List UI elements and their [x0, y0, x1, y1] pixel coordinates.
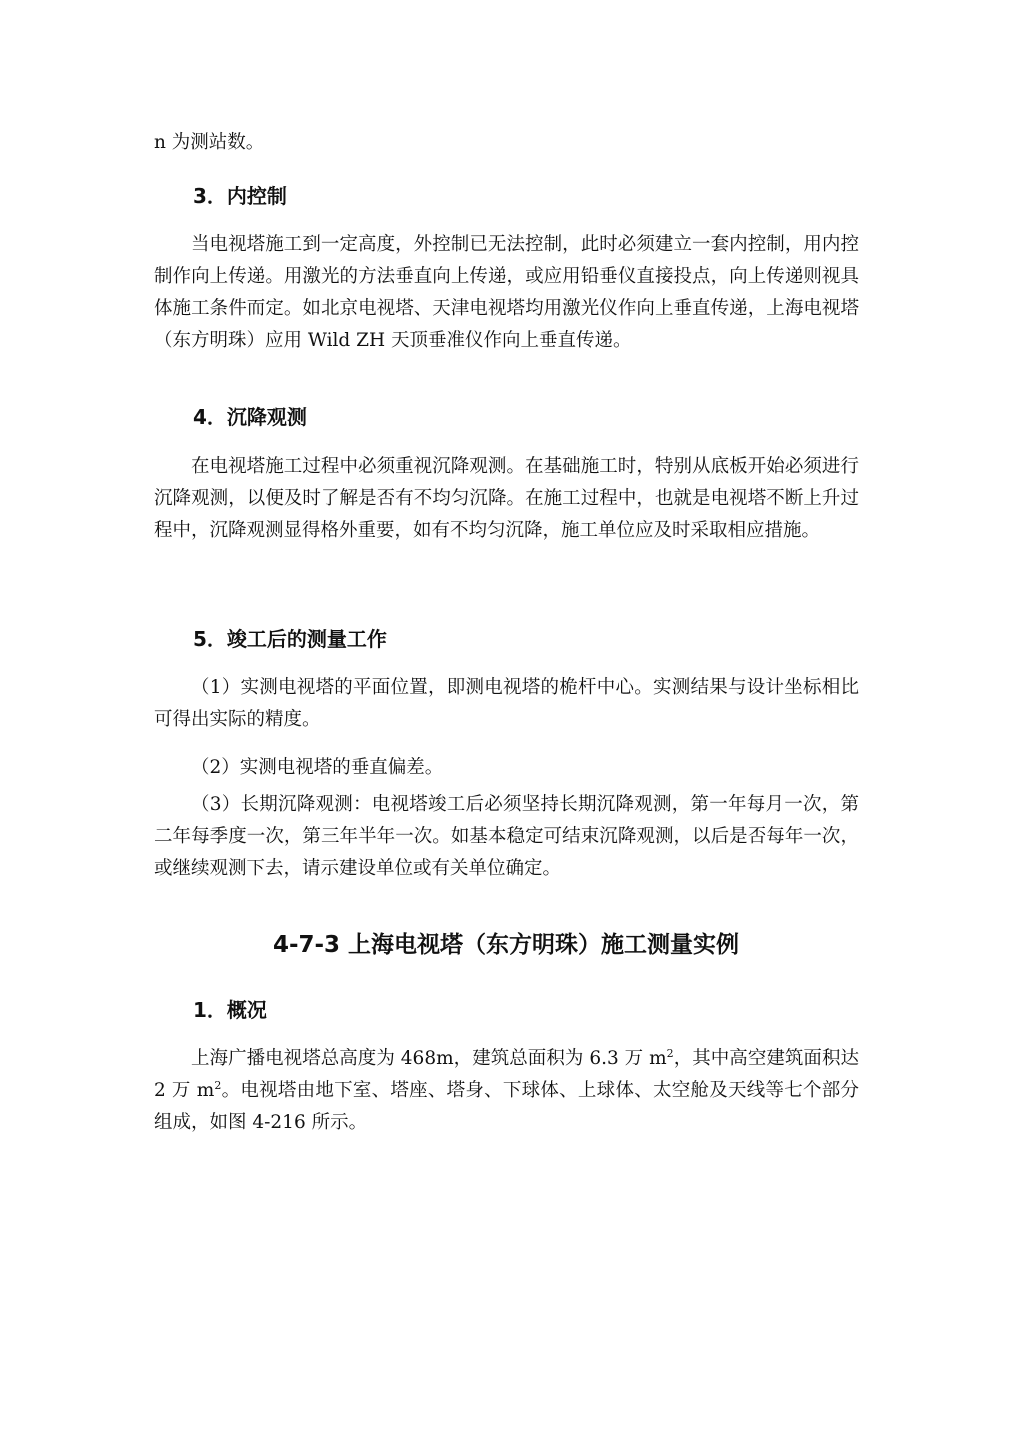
paragraph-settlement-observation: 在电视塔施工过程中必须重视沉降观测。在基础施工时，特别从底板开始必须进行沉降观测，以便及时了解是否有不均匀沉降。在施工过程中，也就是电视塔不断上升过程中，沉降观测显得格外重要，如有不均匀沉降，施工单位应及时采取相应措施。: [154, 456, 859, 541]
heading-overview: 1．概况: [193, 998, 267, 1022]
intro-paragraph: n 为测站数。: [154, 132, 265, 153]
paragraph-internal-control: 当电视塔施工到一定高度，外控制已无法控制，此时必须建立一套内控制，用内控制作向上传递。用激光的方法垂直向上传递，或应用铅垂仪直接投点，向上传递则视具体施工条件而定。如北京电视塔、天津电视塔均用激光仪作向上垂直传递，上海电视塔（东方明珠）应用 Wild ZH 天顶垂准仪作向上垂直传递。: [154, 234, 859, 351]
section-title: 4-7-3 上海电视塔（东方明珠）施工测量实例: [272, 932, 740, 958]
superscript-b: 2: [214, 1078, 222, 1092]
list-item-2: （2）实测电视塔的垂直偏差。: [191, 757, 444, 778]
paragraph-overview: [154, 1043, 859, 1139]
overview-text-a: 上海广播电视塔总高度为 468m，建筑总面积为 6.3 万 m: [191, 1048, 667, 1069]
list-item-1: （1）实测电视塔的平面位置，即测电视塔的桅杆中心。实测结果与设计坐标相比可得出实际的精度。: [154, 677, 859, 730]
heading-internal-control: 3．内控制: [193, 184, 287, 208]
list-item-3: （3）长期沉降观测：电视塔竣工后必须坚持长期沉降观测，第一年每月一次，第二年每季度一次，第三年半年一次。如基本稳定可结束沉降观测，以后是否每年一次，或继续观测下去，请示建设单位或有关单位确定。: [154, 794, 859, 879]
overview-text-c: 。电视塔由地下室、塔座、塔身、下球体、上球体、太空舱及天线等七个部分组成，如图 4-216 所示。: [154, 1080, 859, 1133]
superscript-a: 2: [666, 1046, 674, 1060]
heading-post-completion-survey: 5．竣工后的测量工作: [193, 627, 387, 651]
heading-settlement-observation: 4．沉降观测: [193, 405, 307, 429]
overview-text-b: ，其中高空建筑面积达 2 万 m: [154, 1048, 859, 1101]
